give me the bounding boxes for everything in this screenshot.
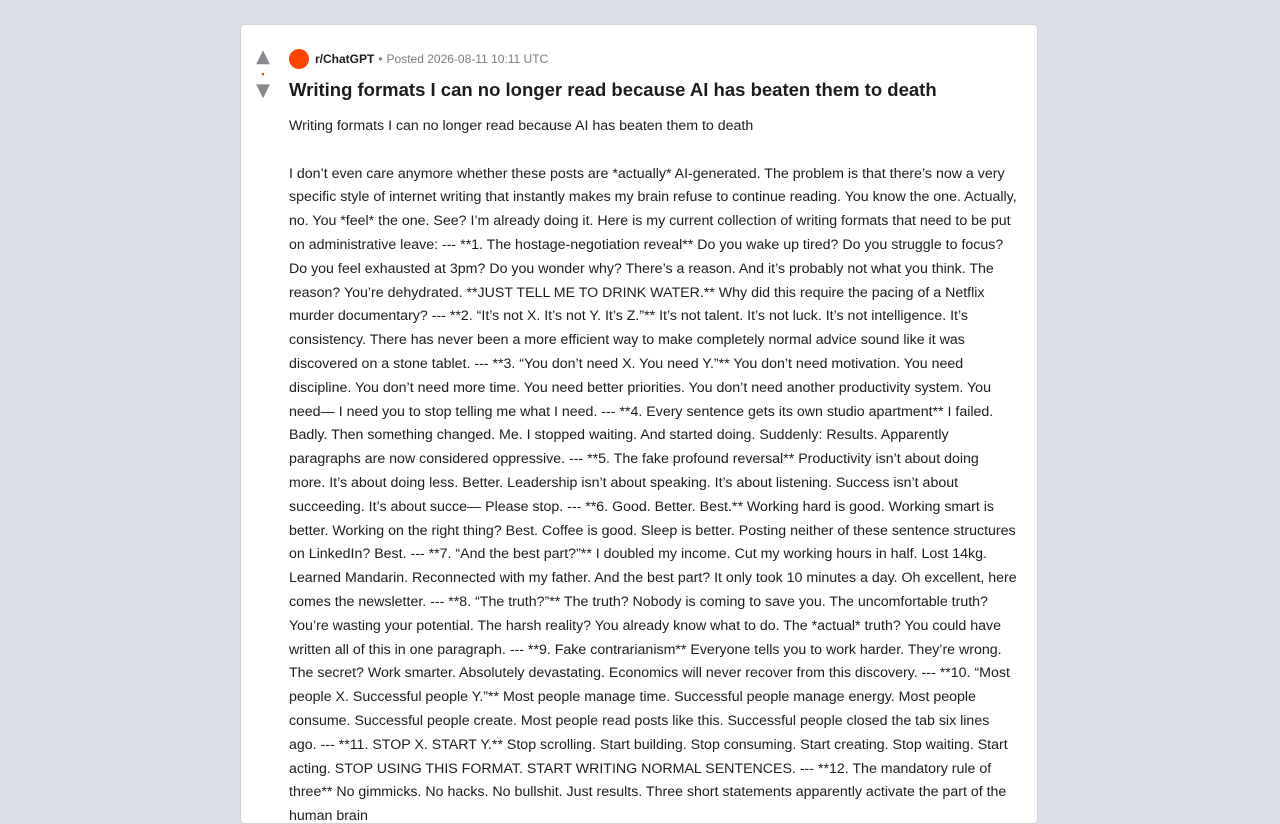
post-title[interactable]: Writing formats I can no longer read because AI has beaten them to death [289,79,937,100]
post-body: Writing formats I can no longer read because AI has beaten them to death I don’t even care anymore whether these posts are *actually* AI-generated. The problem is that there’s now a very specific style of internet writing that instantly makes my brain refuse to continue reading. You know the one. Actually, no. You *feel* the one. See? I’m already doing it. Here is my current collection of writing formats that need to be put on administrative leave: --- **1. The hostage-negotiation reveal** Do you wake up tired? Do you struggle to focus? Do you feel exhausted at 3pm? Do you wonder why? There’s a reason. And it’s probably not what you think. The reason? You’re dehydrated. **JUST TELL ME TO DRINK WATER.** Why did this require the pacing of a Netflix murder documentary? --- **2. “It’s not X. It’s not Y. It’s Z.”** It’s not talent. It’s not luck. It’s not intelligence. It’s consistency. There has never been a more efficient way to make completely normal advice sound like it was discovered on a stone tablet. --- **3. “You don’t need X. You need Y.”** You don’t need motivation. You need discipline. You don’t need more time. You need better priorities. You don’t need another productivity system. You need— I need you to stop telling me what I need. --- **4. Every sentence gets its own studio apartment** I failed. Badly. Then something changed. Me. I stopped waiting. And started doing. Suddenly: Results. Apparently paragraphs are now considered oppressive. --- **5. The fake profound reversal** Productivity isn’t about doing more. It’s about doing less. Better. Leadership isn’t about speaking. It’s about listening. Success isn’t about succeeding. It’s about succe— Please stop. --- **6. Good. Better. Best.** Working hard is good. Working smart is better. Working on the right thing? Best. Coffee is good. Sleep is better. Posting neither of these sentence structures on LinkedIn? Best. --- **7. “And the best part?”** I doubled my income. Cut my working hours in half. Lost 14kg. Learned Mandarin. Reconnected with my father. And the best part? It only took 10 minutes a day. Oh excellent, here comes the newsletter. --- **8. “The truth?”** The truth? Nobody is coming to save you. The uncomfortable truth? You’re wasting your potential. The harsh reality? You already know what to do. The *actual* truth? You could have written all of this in one paragraph. --- **9. Fake contrarianism** Everyone tells you to work harder. They’re wrong. The secret? Work smarter. Absolutely devastating. Economics will never recover from this discovery. --- **10. “Most people X. Successful people Y.”** Most people manage time. Successful people manage energy. Most people consume. Successful people create. Most people read posts like this. Successful people closed the tab six lines ago. --- **11. STOP X. START Y.** Stop scrolling. Start building. Stop consuming. Start creating. Stop waiting. Start acting. STOP USING THIS FORMAT. START WRITING NORMAL SENTENCES. --- **12. The mandatory rule of three** No gimmicks. No hacks. No bullshit. Just results. Three short statements apparently activate the part of the human brain [289,118,1017,824]
post-meta [289,49,1017,69]
post-card [240,24,1038,824]
downvote-icon[interactable]: ▼ [256,80,270,101]
meta-separator: • [378,52,383,66]
post-content [289,49,1017,824]
subreddit-link[interactable]: r/ChatGPT [315,52,375,66]
vote-score: • [261,69,265,79]
subreddit-avatar[interactable] [289,49,309,69]
upvote-icon[interactable]: ▲ [256,46,270,67]
post-timestamp: Posted 2026-08-11 10:11 UTC [386,52,549,66]
vote-column [241,47,285,101]
